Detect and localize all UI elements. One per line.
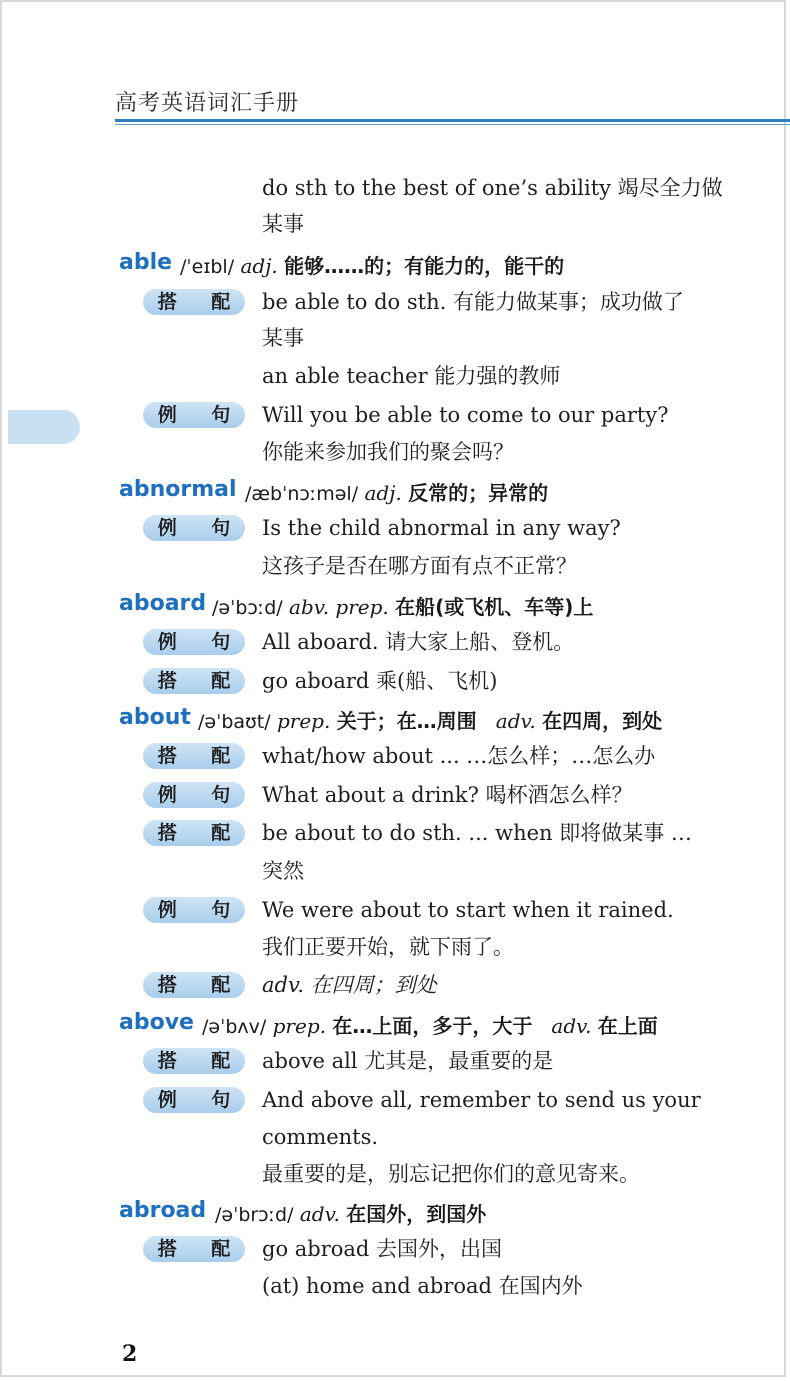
entry-about-info — [198, 705, 662, 734]
part-of-speech: adv. — [299, 1202, 340, 1226]
collocation-text: go aboard 乘(船、飞机) — [262, 669, 498, 693]
continuation-line: 某事 — [262, 212, 304, 236]
definition: 在国外，到国外 — [346, 1202, 487, 1226]
definition: 在…上面，多于，大于 — [332, 1014, 533, 1038]
collocation-text: what/how about ... …怎么样；…怎么办 — [262, 744, 656, 768]
collocation-text: an able teacher 能力强的教师 — [262, 364, 561, 388]
phonetic: /əˈbɔːd/ — [212, 597, 283, 619]
headword-able: able — [119, 250, 173, 275]
entry-able-info — [180, 250, 564, 279]
page-number: 2 — [122, 1341, 138, 1367]
example-sentence: What about a drink? 喝杯酒怎么样？ — [262, 783, 633, 807]
example-translation: 我们正要开始，就下雨了。 — [262, 935, 514, 959]
part-of-speech: adv. — [495, 709, 536, 733]
collocation-text: 突然 — [262, 859, 304, 883]
collocation-label: 搭 配 — [143, 289, 245, 315]
phonetic: /æbˈnɔːməl/ — [245, 483, 359, 505]
entry-above-info — [202, 1010, 658, 1039]
collocation-text: go abroad 去国外，出国 — [262, 1237, 503, 1261]
definition: 能够……的；有能力的，能干的 — [284, 254, 565, 278]
collocation-label: 搭 配 — [143, 668, 245, 694]
example-label: 例 句 — [143, 515, 245, 541]
part-of-speech: adj. — [240, 254, 278, 278]
headword-about: about — [119, 705, 191, 730]
example-translation: 最重要的是，别忘记把你们的意见寄来。 — [262, 1162, 640, 1186]
header-title: 高考英语词汇手册 — [115, 91, 300, 116]
phonetic: /əˈbʌv/ — [202, 1016, 267, 1038]
entry-abnormal-info — [245, 477, 548, 506]
header-rule — [115, 119, 790, 122]
headword-abroad: abroad — [119, 1198, 207, 1223]
example-label: 例 句 — [143, 402, 245, 428]
part-of-speech: adj. — [364, 481, 402, 505]
entry-abroad-info — [215, 1198, 486, 1227]
part-of-speech: adv. — [551, 1014, 592, 1038]
phonetic: /ˈeɪbl/ — [180, 256, 235, 278]
example-sentence: And above all, remember to send us your — [262, 1088, 701, 1112]
example-sentence: Will you be able to come to our party? — [262, 403, 669, 427]
collocation-text: above all 尤其是，最重要的是 — [262, 1049, 554, 1073]
example-label: 例 句 — [143, 897, 245, 923]
definition: 在四周，到处 — [542, 709, 663, 733]
example-translation: 你能来参加我们的聚会吗？ — [262, 440, 514, 464]
example-label: 例 句 — [143, 782, 245, 808]
collocation-label: 搭 配 — [143, 1048, 245, 1074]
example-sentence: Is the child abnormal in any way? — [262, 516, 621, 540]
headword-aboard: aboard — [119, 591, 207, 616]
continuation-line: do sth to the best of one’s ability 竭尽全力做 — [262, 176, 723, 200]
collocation-label: 搭 配 — [143, 743, 245, 769]
headword-abnormal: abnormal — [119, 477, 237, 502]
part-of-speech: prep. — [272, 1014, 326, 1038]
definition: 关于；在…周围 — [336, 709, 477, 733]
definition: 在上面 — [597, 1014, 658, 1038]
header-rule-thin — [115, 124, 790, 125]
example-sentence: We were about to start when it rained. — [262, 898, 674, 922]
definition: 反常的；异常的 — [408, 481, 549, 505]
collocation-text: be able to do sth. 有能力做某事；成功做了 — [262, 290, 684, 314]
headword-above: above — [119, 1010, 194, 1035]
example-translation: 这孩子是否在哪方面有点不正常？ — [262, 554, 577, 578]
example-label: 例 句 — [143, 629, 245, 655]
phonetic: /əˈbaʊt/ — [198, 711, 271, 733]
example-sentence: All aboard. 请大家上船、登机。 — [262, 630, 575, 654]
collocation-text: adv. 在四周；到处 — [262, 973, 437, 997]
collocation-label: 搭 配 — [143, 1236, 245, 1262]
part-of-speech: abv. prep. — [289, 595, 389, 619]
collocation-text: (at) home and abroad 在国内外 — [262, 1274, 583, 1298]
entry-aboard-info — [212, 591, 593, 620]
collocation-label: 搭 配 — [143, 972, 245, 998]
collocation-text: 某事 — [262, 326, 304, 350]
collocation-text: be about to do sth. ... when 即将做某事 … — [262, 821, 692, 845]
example-label: 例 句 — [143, 1087, 245, 1113]
phonetic: /əˈbrɔːd/ — [215, 1204, 294, 1226]
collocation-label: 搭 配 — [143, 820, 245, 846]
example-sentence: comments. — [262, 1125, 379, 1149]
part-of-speech: prep. — [276, 709, 331, 733]
definition: 在船(或飞机、车等)上 — [395, 595, 594, 619]
side-thumb-tab — [8, 410, 80, 444]
